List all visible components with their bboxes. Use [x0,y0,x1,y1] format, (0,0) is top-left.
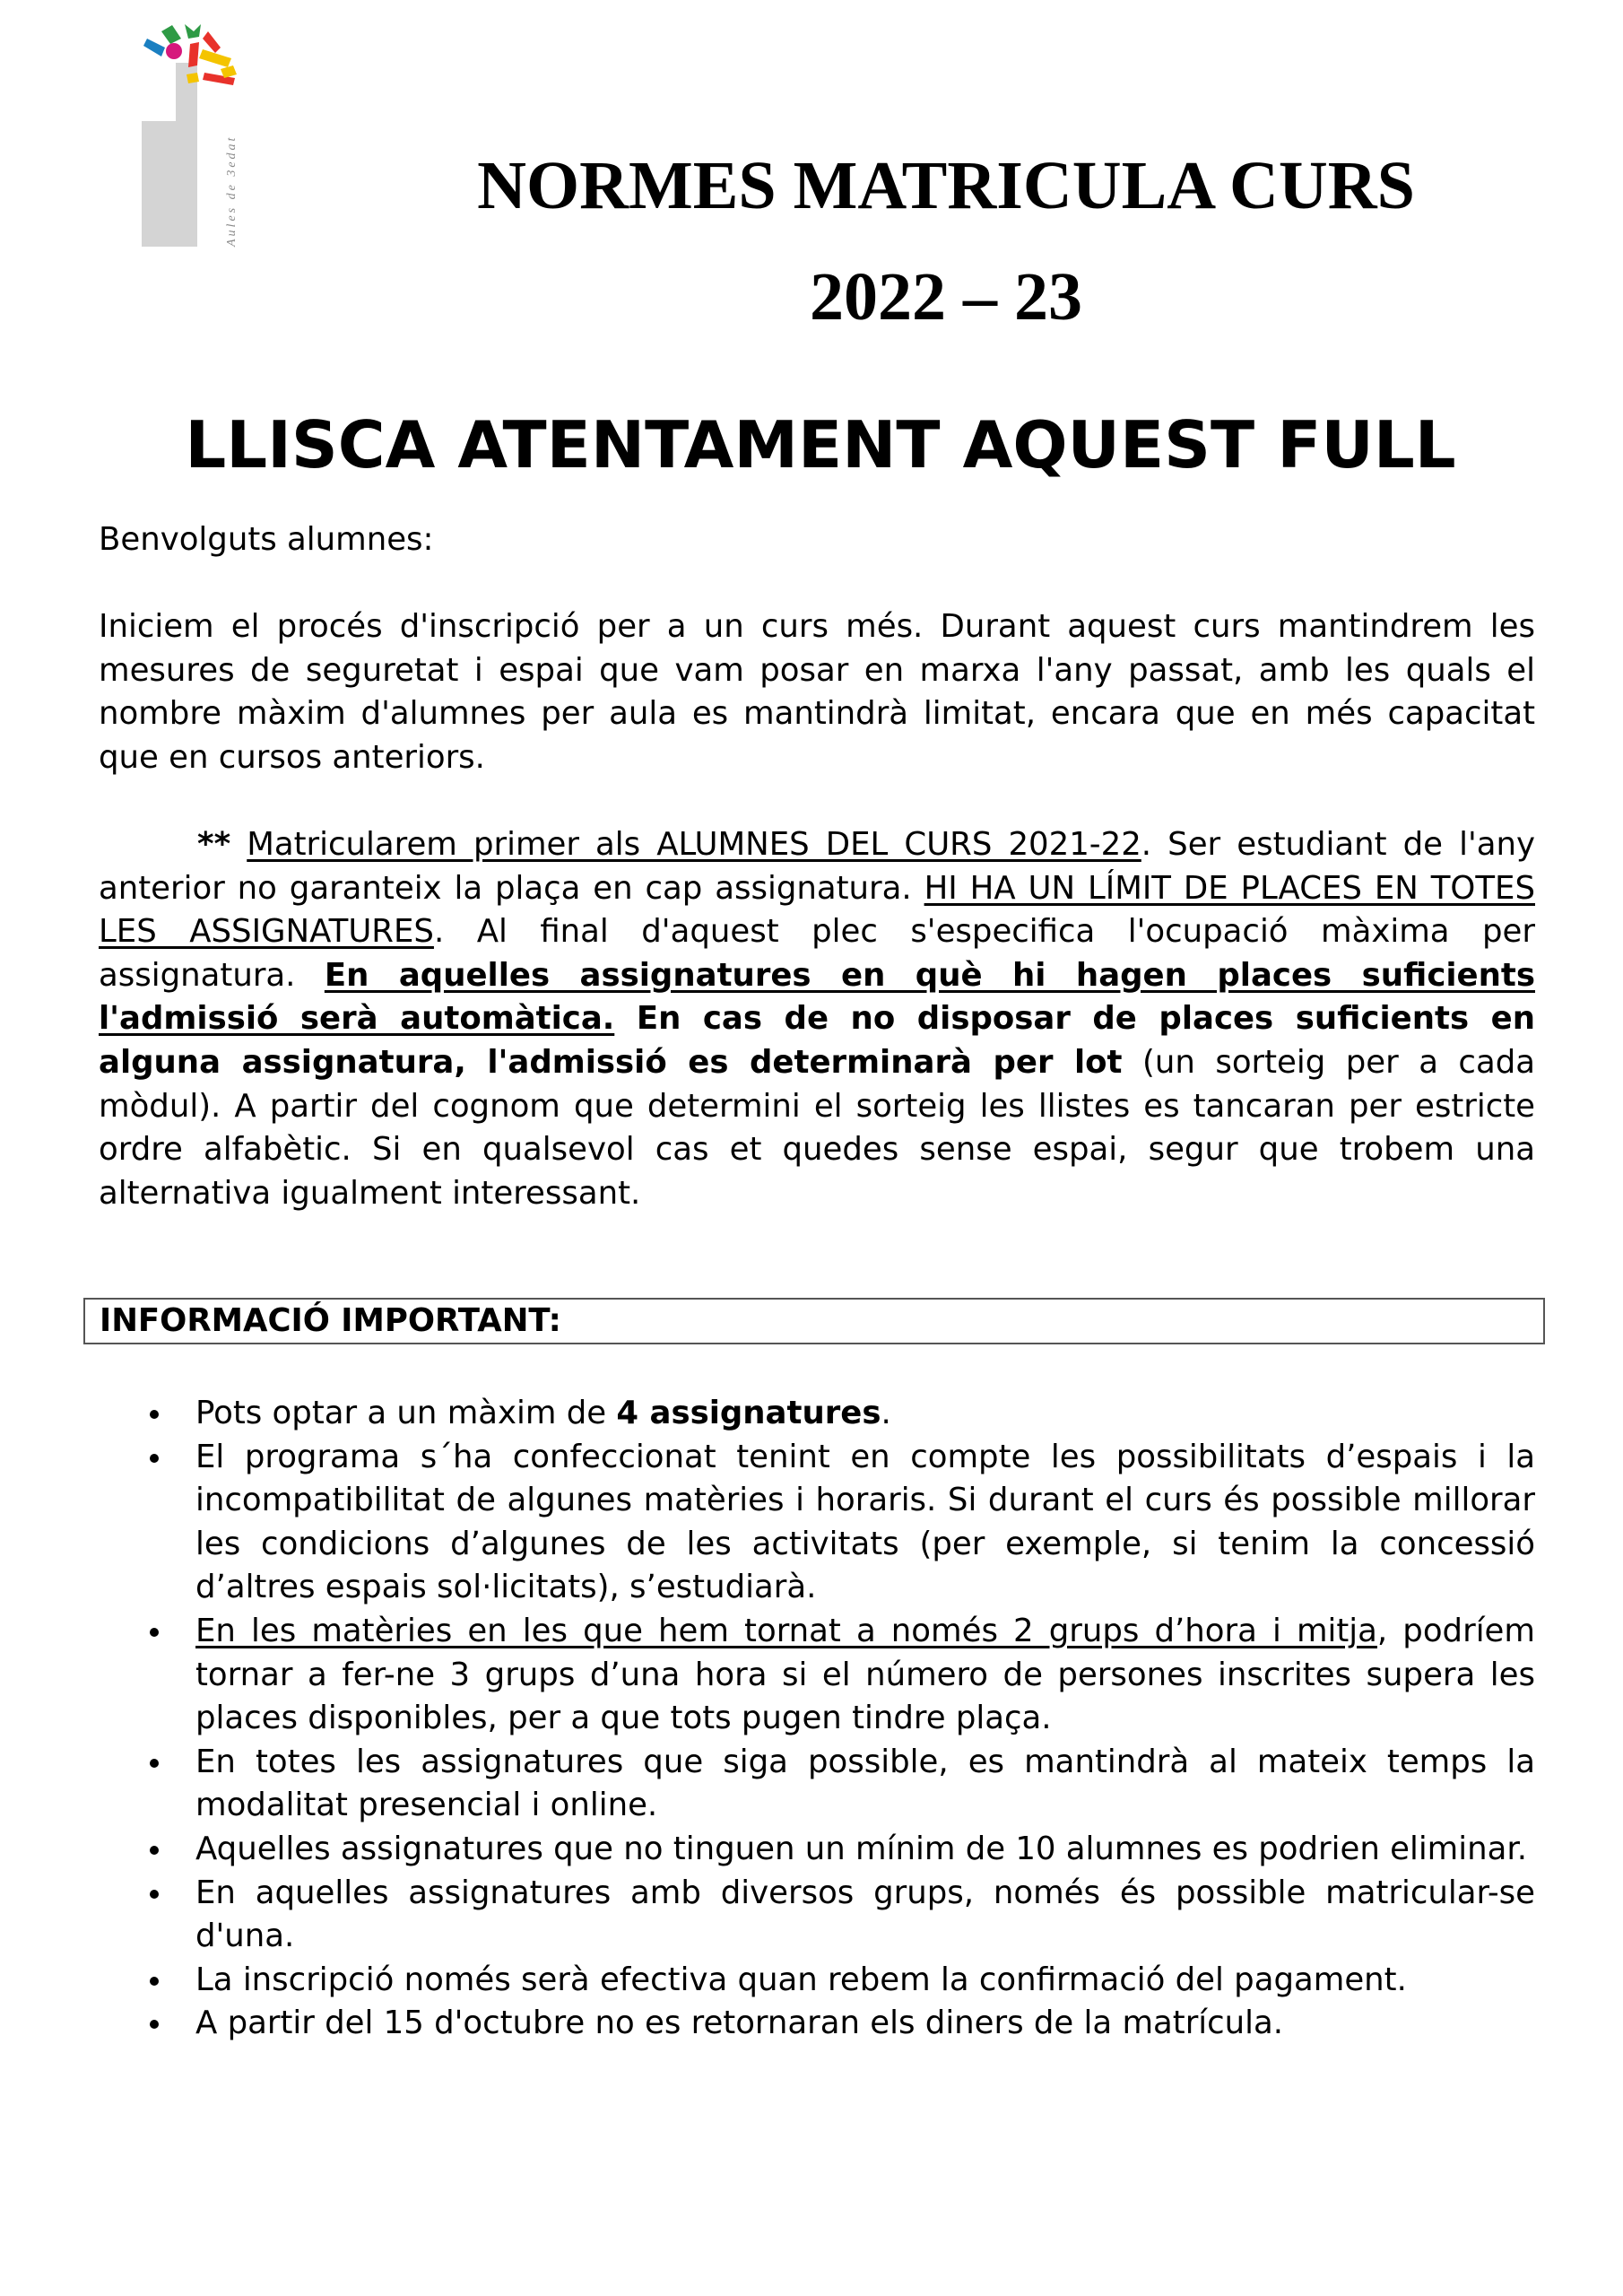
intro-paragraph: Iniciem el procés d'inscripció per a un curs més. Durant aquest curs mantindrem les mesures de seguretat i espai que vam posar en marxa l'any passat, amb les quals el nombre màxim d'alumnes per aula es mantindrà limitat, encara que en més capacitat que en cursos anteriors. [99,608,1535,776]
important-info-list [195,1392,1535,2046]
rules-lottery: En cas de no disposar de places suficients en alguna assignatura, l'admissió es determinarà per lot [99,1000,1535,1081]
page-title [386,130,1506,352]
list-item: Aquelles assignatures que no tinguen un mínim de 10 alumnes es podrien eliminar. [195,1828,1535,1872]
rules-automatic-admission: En aquelles assignatures en què hi hagen places suficients l'admissió serà automàtica. [99,956,1535,1038]
list-item: A partir del 15 d'octubre no es retornaran els diners de la matrícula. [195,2002,1535,2046]
main-heading: LLISCA ATENTAMENT AQUEST FULL [185,407,1456,483]
greeting-paragraph: Benvolguts alumnes: [99,521,434,558]
list-item-text: . [881,1395,891,1431]
list-item: En totes les assignatures que siga possible, es mantindrà al mateix temps la modalitat presencial i online. [195,1741,1535,1828]
list-item-text: Pots optar a un màxim de [195,1395,617,1431]
rules-paragraph [99,823,1535,1215]
list-item-bold: 4 assignatures [616,1395,881,1431]
list-item-underlined: En les matèries en les que hem tornat a només 2 grups d’hora i mitja [195,1612,1377,1649]
rules-place-limit: HI HA UN LÍMIT DE PLACES EN TOTES LES ASSIGNATURES [99,869,1535,951]
important-info-heading: INFORMACIÓ IMPORTANT: [83,1298,1545,1344]
list-item-text: , podríem tornar a fer-ne 3 grups d’una hora si el número de persones inscrites supera les places disponibles, per a que tots pugen tindre plaça. [195,1612,1535,1737]
list-item: La inscripció només serà efectiva quan rebem la confirmació del pagament. [195,1959,1535,2003]
title-line-1: NORMES MATRICULA CURS [477,148,1415,223]
title-line-2: 2022 – 23 [810,259,1082,335]
list-item: El programa s´ha confeccionat tenint en compte les possibilitats d’espais i la incompatibilitat de algunes matèries i horaris. Si durant el curs és possible millorar les condicions d’algunes de les activitats (per exemple, si tenim la concessió d’altres espais sol·licitats), s’estudiarà. [195,1436,1535,1610]
aules-logo [135,22,287,256]
rules-text-3: (un sorteig per a cada mòdul). A partir del cognom que determini el sorteig les llistes es tancaran per estricte ordre alfabètic. Si en qualsevol cas et quedes sense espai, segur que trobem una alternativa igualment interessant. [99,1043,1535,1212]
list-item [195,1392,1535,1436]
list-item: En aquelles assignatures amb diversos grups, només és possible matricular-se d'una. [195,1872,1535,1959]
rules-text-2: . Al final d'aquest plec s'especifica l'ocupació màxima per assignatura. [99,913,1535,994]
rules-text-1: . Ser estudiant de l'any anterior no garanteix la plaça en cap assignatura. [99,826,1535,907]
logo-text: Aules de 3edat [225,135,239,247]
list-item [195,1610,1535,1741]
rules-marker: ** [197,826,231,863]
rules-returning-students: Matricularem primer als ALUMNES DEL CURS 2021-22 [247,826,1141,863]
